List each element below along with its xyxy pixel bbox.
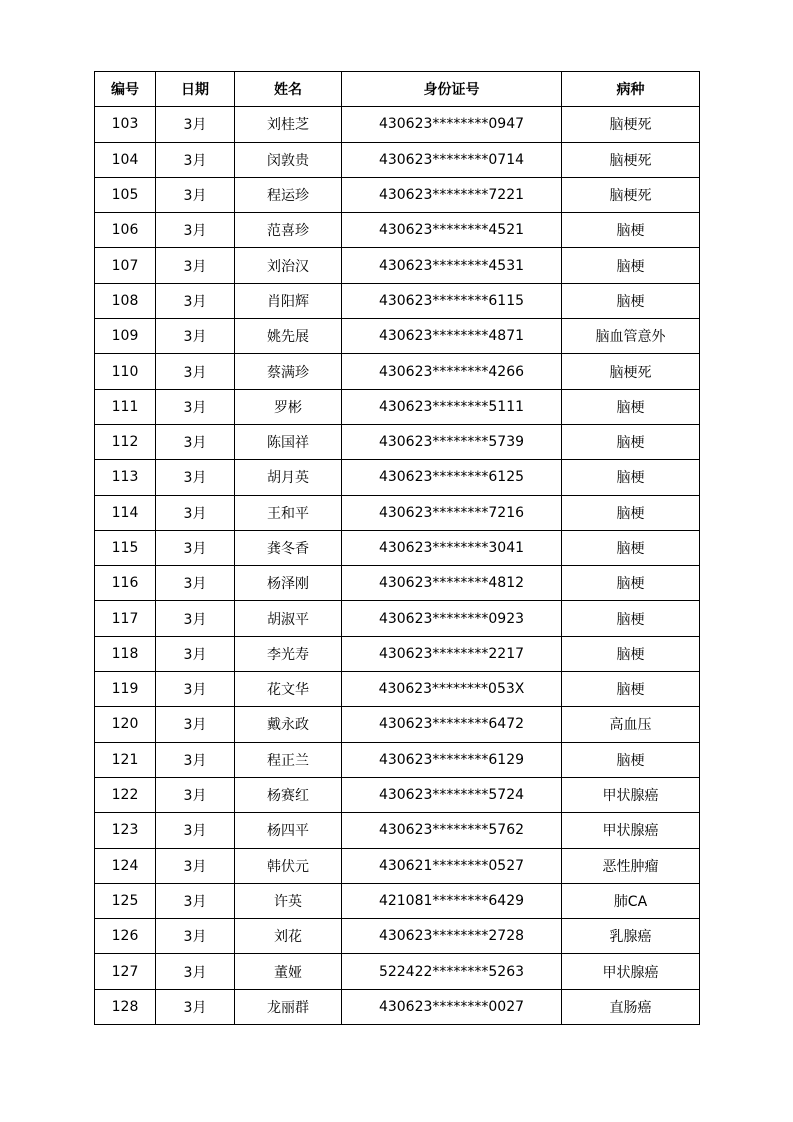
cell-disease: 甲状腺癌 xyxy=(562,954,700,989)
cell-name: 杨泽刚 xyxy=(235,566,342,601)
cell-number: 126 xyxy=(95,919,156,954)
cell-date: 3月 xyxy=(156,177,235,212)
cell-id-number: 430623********7216 xyxy=(342,495,562,530)
cell-date: 3月 xyxy=(156,848,235,883)
patient-table xyxy=(94,71,700,1025)
table-row xyxy=(95,460,700,495)
cell-id-number: 430623********7221 xyxy=(342,177,562,212)
cell-name: 龚冬香 xyxy=(235,530,342,565)
cell-disease: 甲状腺癌 xyxy=(562,777,700,812)
cell-id-number: 430623********5739 xyxy=(342,424,562,459)
cell-number: 125 xyxy=(95,883,156,918)
cell-name: 董娅 xyxy=(235,954,342,989)
cell-id-number: 430623********0714 xyxy=(342,142,562,177)
cell-number: 107 xyxy=(95,248,156,283)
table-row xyxy=(95,530,700,565)
cell-number: 113 xyxy=(95,460,156,495)
cell-date: 3月 xyxy=(156,460,235,495)
table-row xyxy=(95,319,700,354)
table-row xyxy=(95,354,700,389)
cell-disease: 恶性肿瘤 xyxy=(562,848,700,883)
cell-disease: 脑梗 xyxy=(562,636,700,671)
header-number: 编号 xyxy=(95,72,156,107)
cell-number: 106 xyxy=(95,213,156,248)
cell-disease: 肺CA xyxy=(562,883,700,918)
cell-number: 121 xyxy=(95,742,156,777)
cell-date: 3月 xyxy=(156,107,235,142)
cell-id-number: 430623********4812 xyxy=(342,566,562,601)
cell-number: 112 xyxy=(95,424,156,459)
cell-date: 3月 xyxy=(156,213,235,248)
cell-number: 118 xyxy=(95,636,156,671)
table-row xyxy=(95,742,700,777)
cell-name: 李光寿 xyxy=(235,636,342,671)
cell-id-number: 430623********4531 xyxy=(342,248,562,283)
cell-disease: 脑梗 xyxy=(562,495,700,530)
cell-disease: 脑梗 xyxy=(562,283,700,318)
cell-id-number: 430623********0027 xyxy=(342,989,562,1024)
cell-id-number: 430623********6115 xyxy=(342,283,562,318)
table-row xyxy=(95,989,700,1024)
cell-number: 122 xyxy=(95,777,156,812)
cell-name: 王和平 xyxy=(235,495,342,530)
cell-id-number: 430623********0923 xyxy=(342,601,562,636)
cell-date: 3月 xyxy=(156,424,235,459)
cell-date: 3月 xyxy=(156,883,235,918)
cell-name: 杨赛红 xyxy=(235,777,342,812)
cell-disease: 乳腺癌 xyxy=(562,919,700,954)
cell-name: 程正兰 xyxy=(235,742,342,777)
cell-disease: 脑梗 xyxy=(562,460,700,495)
cell-date: 3月 xyxy=(156,283,235,318)
cell-number: 127 xyxy=(95,954,156,989)
cell-date: 3月 xyxy=(156,248,235,283)
cell-number: 103 xyxy=(95,107,156,142)
table-row xyxy=(95,636,700,671)
cell-name: 杨四平 xyxy=(235,813,342,848)
cell-date: 3月 xyxy=(156,813,235,848)
cell-date: 3月 xyxy=(156,142,235,177)
cell-date: 3月 xyxy=(156,601,235,636)
cell-number: 104 xyxy=(95,142,156,177)
cell-date: 3月 xyxy=(156,989,235,1024)
cell-name: 戴永政 xyxy=(235,707,342,742)
cell-id-number: 430623********0947 xyxy=(342,107,562,142)
cell-disease: 脑梗 xyxy=(562,601,700,636)
cell-disease: 甲状腺癌 xyxy=(562,813,700,848)
cell-disease: 脑梗 xyxy=(562,566,700,601)
cell-disease: 脑梗死 xyxy=(562,142,700,177)
cell-number: 124 xyxy=(95,848,156,883)
cell-number: 115 xyxy=(95,530,156,565)
cell-id-number: 430623********5111 xyxy=(342,389,562,424)
cell-name: 许英 xyxy=(235,883,342,918)
cell-date: 3月 xyxy=(156,389,235,424)
cell-number: 109 xyxy=(95,319,156,354)
cell-id-number: 430623********5762 xyxy=(342,813,562,848)
header-id-number: 身份证号 xyxy=(342,72,562,107)
cell-date: 3月 xyxy=(156,742,235,777)
table-row xyxy=(95,177,700,212)
cell-number: 120 xyxy=(95,707,156,742)
cell-name: 范喜珍 xyxy=(235,213,342,248)
cell-id-number: 430623********4521 xyxy=(342,213,562,248)
cell-disease: 脑梗 xyxy=(562,530,700,565)
cell-name: 韩伏元 xyxy=(235,848,342,883)
cell-number: 114 xyxy=(95,495,156,530)
cell-name: 闵敦贵 xyxy=(235,142,342,177)
cell-disease: 脑梗 xyxy=(562,672,700,707)
cell-date: 3月 xyxy=(156,954,235,989)
cell-disease: 脑梗 xyxy=(562,213,700,248)
table-row xyxy=(95,601,700,636)
cell-date: 3月 xyxy=(156,495,235,530)
cell-id-number: 522422********5263 xyxy=(342,954,562,989)
table-row xyxy=(95,848,700,883)
cell-date: 3月 xyxy=(156,354,235,389)
cell-date: 3月 xyxy=(156,566,235,601)
cell-disease: 脑梗死 xyxy=(562,354,700,389)
patient-table-container xyxy=(94,71,699,1025)
cell-disease: 脑血管意外 xyxy=(562,319,700,354)
cell-date: 3月 xyxy=(156,672,235,707)
table-row xyxy=(95,813,700,848)
cell-id-number: 430623********6125 xyxy=(342,460,562,495)
cell-number: 108 xyxy=(95,283,156,318)
table-row xyxy=(95,142,700,177)
cell-id-number: 430623********2728 xyxy=(342,919,562,954)
cell-number: 105 xyxy=(95,177,156,212)
header-date: 日期 xyxy=(156,72,235,107)
cell-name: 姚先展 xyxy=(235,319,342,354)
table-row xyxy=(95,389,700,424)
cell-name: 陈国祥 xyxy=(235,424,342,459)
table-row xyxy=(95,707,700,742)
cell-date: 3月 xyxy=(156,319,235,354)
cell-number: 119 xyxy=(95,672,156,707)
cell-number: 123 xyxy=(95,813,156,848)
cell-name: 刘桂芝 xyxy=(235,107,342,142)
cell-id-number: 430623********6472 xyxy=(342,707,562,742)
cell-name: 花文华 xyxy=(235,672,342,707)
cell-name: 刘花 xyxy=(235,919,342,954)
table-row xyxy=(95,495,700,530)
cell-name: 蔡满珍 xyxy=(235,354,342,389)
cell-id-number: 430623********053X xyxy=(342,672,562,707)
cell-number: 117 xyxy=(95,601,156,636)
cell-disease: 脑梗 xyxy=(562,742,700,777)
table-row xyxy=(95,883,700,918)
cell-name: 刘治汉 xyxy=(235,248,342,283)
cell-number: 128 xyxy=(95,989,156,1024)
table-row xyxy=(95,248,700,283)
cell-name: 胡淑平 xyxy=(235,601,342,636)
cell-disease: 脑梗死 xyxy=(562,177,700,212)
cell-disease: 脑梗死 xyxy=(562,107,700,142)
cell-id-number: 421081********6429 xyxy=(342,883,562,918)
cell-number: 110 xyxy=(95,354,156,389)
table-body xyxy=(95,107,700,1025)
cell-name: 胡月英 xyxy=(235,460,342,495)
header-disease: 病种 xyxy=(562,72,700,107)
table-row xyxy=(95,777,700,812)
cell-disease: 脑梗 xyxy=(562,389,700,424)
cell-id-number: 430623********4266 xyxy=(342,354,562,389)
table-header-row xyxy=(95,72,700,107)
cell-date: 3月 xyxy=(156,707,235,742)
cell-name: 肖阳辉 xyxy=(235,283,342,318)
header-name: 姓名 xyxy=(235,72,342,107)
cell-id-number: 430623********2217 xyxy=(342,636,562,671)
table-row xyxy=(95,283,700,318)
cell-number: 116 xyxy=(95,566,156,601)
cell-id-number: 430623********5724 xyxy=(342,777,562,812)
table-row xyxy=(95,107,700,142)
table-row xyxy=(95,213,700,248)
cell-disease: 高血压 xyxy=(562,707,700,742)
cell-id-number: 430623********6129 xyxy=(342,742,562,777)
cell-date: 3月 xyxy=(156,636,235,671)
cell-id-number: 430623********3041 xyxy=(342,530,562,565)
cell-name: 龙丽群 xyxy=(235,989,342,1024)
cell-date: 3月 xyxy=(156,530,235,565)
cell-date: 3月 xyxy=(156,919,235,954)
cell-name: 程运珍 xyxy=(235,177,342,212)
cell-disease: 脑梗 xyxy=(562,248,700,283)
table-row xyxy=(95,424,700,459)
cell-disease: 直肠癌 xyxy=(562,989,700,1024)
cell-date: 3月 xyxy=(156,777,235,812)
cell-name: 罗彬 xyxy=(235,389,342,424)
table-row xyxy=(95,919,700,954)
cell-id-number: 430623********4871 xyxy=(342,319,562,354)
cell-id-number: 430621********0527 xyxy=(342,848,562,883)
table-row xyxy=(95,954,700,989)
table-row xyxy=(95,566,700,601)
table-row xyxy=(95,672,700,707)
cell-disease: 脑梗 xyxy=(562,424,700,459)
cell-number: 111 xyxy=(95,389,156,424)
